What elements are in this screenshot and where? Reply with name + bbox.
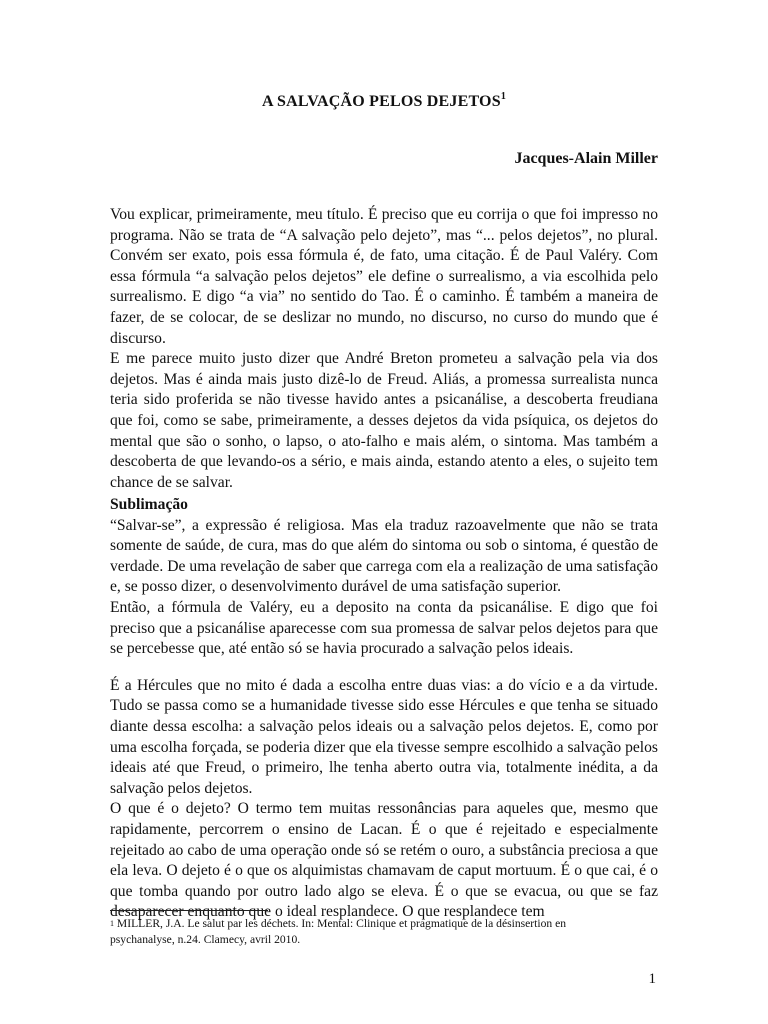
author-name: Jacques-Alain Miller	[514, 150, 658, 167]
title-footnote-mark: 1	[500, 91, 507, 102]
footnote	[110, 916, 630, 948]
paragraph: E me parece muito justo dizer que André Breton prometeu a salvação pela via dos dejetos. Mas é ainda mais justo dizê-lo de Freud. Aliás, a promessa surrealista nunca teria sido proferida se não tivesse havido antes a psicanálise, a descoberta freudiana que foi, como se sabe, primeiramente, a desses dejetos da vida psíquica, os dejetos do mental que são o sonho, o lapso, o ato-falho e mais além, o sintoma. Mas também a descoberta de que levando-os a sério, e mais ainda, estando atento a eles, o sujeito tem chance de se salvar.	[110, 350, 658, 491]
section-heading: Sublimação	[110, 496, 188, 513]
paragraph: É a Hércules que no mito é dada a escolha entre duas vias: a do vício e a da virtude. Tudo se passa como se a humanidade tivesse sido esse Hércules e que tenha se situado diante dessa escolha: a salvação pelos ideais ou a salvação pelos dejetos. E, como por uma escolha forçada, se poderia dizer que ela tivesse sempre escolhido a salvação pelos ideais até que Freud, o primeiro, lhe tenha aberto outra via, totalmente inédita, a da salvação pelos dejetos.	[110, 676, 658, 797]
section-sublimacao	[110, 495, 658, 923]
page-number: 1	[648, 971, 656, 987]
title-text: A SALVAÇÃO PELOS DEJETOS	[261, 93, 501, 110]
paragraph: Vou explicar, primeiramente, meu título. É preciso que eu corrija o que foi impresso no programa. Não se trata de “A salvação pelo dejeto”, mas “... pelos dejetos”, no plural. Convém ser exato, pois essa fórmula é, de fato, uma citação. É de Paul Valéry. Com essa fórmula “a salvação pelos dejetos” ele define o surrealismo, a via escolhida pelo surrealismo. E digo “a via” no sentido do Tao. É o caminho. É também a maneira de fazer, de se colocar, de se deslizar no mundo, no discurso, no curso do mundo que é discurso.	[110, 206, 658, 347]
footnote-text: MILLER, J.A. Le salut par les déchets. In: Mental: Clinique et pragmatique de la désinsertion en psychanalyse, n.24. Clamecy, avril 2010.	[110, 917, 567, 946]
footnote-mark: 1	[110, 919, 114, 928]
footnote-divider	[110, 910, 268, 911]
intro-text	[110, 205, 658, 493]
paragraph: “Salvar-se”, a expressão é religiosa. Mas ela traduz razoavelmente que não se trata somente de saúde, de cura, mas do que além do sintoma ou sob o sintoma, é questão de verdade. De uma revelação de saber que carrega com ela a realização de uma satisfação e, se posso dizer, o desenvolvimento durável de uma satisfação superior.	[110, 516, 658, 596]
document-title	[0, 93, 768, 111]
paragraph: O que é o dejeto? O termo tem muitas ressonâncias para aqueles que, mesmo que rapidamente, percorrem o ensino de Lacan. É o que é rejeitado e especialmente rejeitado ao cabo de uma operação onde só se retém o ouro, a substância preciosa a que ela leva. O dejeto é o que os alquimistas chamavam de caput mortuum. É o que cai, é o que tomba quando por outro lado algo se eleva. É o que se evacua, ou que se faz desaparecer enquanto que o ideal resplandece. O que resplandece tem	[110, 800, 658, 921]
paragraph: Então, a fórmula de Valéry, eu a deposito na conta da psicanálise. E digo que foi preciso que a psicanálise aparecesse com sua promessa de salvar pelos dejetos para que se percebesse que, até então só se havia procurado a salvação pelos ideais.	[110, 598, 658, 658]
